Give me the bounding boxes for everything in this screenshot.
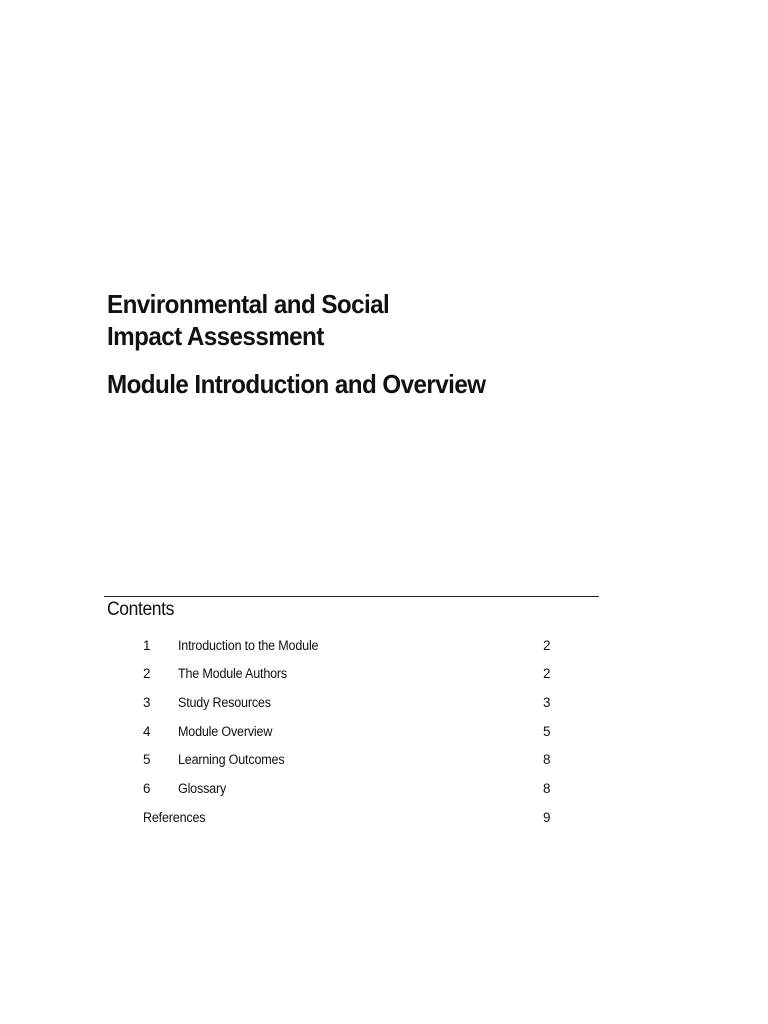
toc-item-page: 5 — [543, 724, 551, 739]
toc-item-title: Learning Outcomes — [178, 752, 285, 767]
toc-item-4[interactable] — [0, 718, 768, 746]
toc-item-page: 3 — [543, 695, 551, 710]
toc-item-references[interactable] — [0, 804, 768, 832]
toc-item-number: 5 — [143, 752, 151, 767]
toc-item-page: 2 — [543, 638, 551, 653]
toc-item-number: 3 — [143, 695, 151, 710]
toc-item-number: 6 — [143, 781, 151, 796]
toc-item-3[interactable] — [0, 689, 768, 717]
toc-item-5[interactable] — [0, 746, 768, 774]
toc-item-title: The Module Authors — [178, 666, 288, 681]
document-title-line-2: Impact Assessment — [107, 321, 324, 351]
toc-references-title: References — [143, 810, 206, 825]
toc-item-number: 2 — [143, 666, 151, 681]
document-subtitle: Module Introduction and Overview — [107, 369, 486, 399]
toc-item-6[interactable] — [0, 775, 768, 803]
toc-item-title: Study Resources — [178, 695, 271, 710]
toc-item-number: 4 — [143, 724, 151, 739]
toc-item-page: 2 — [543, 666, 551, 681]
toc-item-page: 8 — [543, 752, 551, 767]
toc-item-title: Glossary — [178, 781, 227, 796]
toc-item-number: 1 — [143, 638, 151, 653]
toc-references-page: 9 — [543, 810, 551, 825]
toc-item-2[interactable] — [0, 660, 768, 688]
document-title-line-1: Environmental and Social — [107, 289, 390, 319]
toc-item-title: Module Overview — [178, 724, 273, 739]
toc-item-1[interactable] — [0, 632, 768, 660]
toc-item-page: 8 — [543, 781, 551, 796]
contents-heading: Contents — [107, 599, 175, 620]
contents-divider — [104, 596, 599, 597]
document-title — [107, 288, 667, 352]
toc-item-title: Introduction to the Module — [178, 638, 319, 653]
